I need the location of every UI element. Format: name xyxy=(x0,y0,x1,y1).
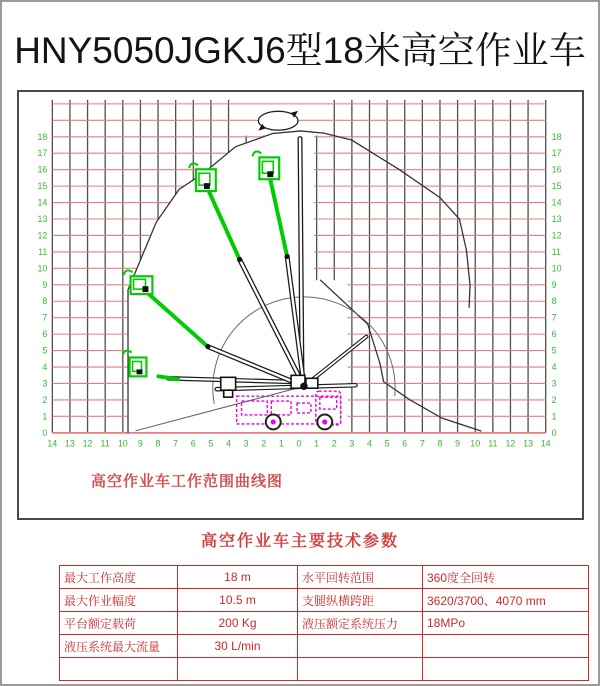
diagram-caption: 高空作业车工作范围曲线图 xyxy=(91,473,284,490)
tick-label: 1 xyxy=(551,411,557,422)
spec-table-row xyxy=(60,612,589,635)
tick-label: 5 xyxy=(551,345,557,356)
tick-label: 0 xyxy=(42,427,48,438)
tick-label: 8 xyxy=(437,438,443,449)
tick-label: 1 xyxy=(278,438,284,449)
tick-label: 11 xyxy=(488,438,498,449)
tick-label: 3 xyxy=(551,378,557,389)
spec-label-cell: 支腿纵横跨距 xyxy=(298,589,423,612)
tick-label: 16 xyxy=(37,164,48,175)
tick-label: 7 xyxy=(551,312,557,323)
spec-label-cell xyxy=(60,658,178,681)
tick-label: 5 xyxy=(42,345,48,356)
title-bar xyxy=(2,16,598,78)
tick-label: 0 xyxy=(296,438,302,449)
tick-label: 15 xyxy=(551,181,562,192)
spec-label-cell: 液压额定系统压力 xyxy=(298,612,423,635)
tick-label: 13 xyxy=(64,438,75,449)
tick-label: 11 xyxy=(551,246,561,257)
y-axis-labels-left xyxy=(37,132,47,438)
tick-label: 13 xyxy=(37,213,48,224)
tick-label: 8 xyxy=(155,438,161,449)
tick-label: 10 xyxy=(470,438,481,449)
tick-label: 16 xyxy=(551,164,562,175)
spec-label-cell: 液压系统最大流量 xyxy=(60,635,178,658)
tick-label: 9 xyxy=(137,438,143,449)
spec-value-cell xyxy=(423,658,589,681)
tick-label: 11 xyxy=(100,438,110,449)
y-axis-labels-right xyxy=(552,132,562,438)
spec-label-cell: 最大作业幅度 xyxy=(60,589,178,612)
spec-value-cell: 3620/3700、4070 mm xyxy=(423,589,589,612)
tick-label: 14 xyxy=(47,438,58,449)
spec-value-cell: 18MPo xyxy=(423,612,589,635)
tick-label: 1 xyxy=(314,438,320,449)
tick-label: 12 xyxy=(551,230,562,241)
tick-label: 1 xyxy=(42,411,48,422)
tick-label: 2 xyxy=(261,438,267,449)
tick-label: 8 xyxy=(42,296,48,307)
tick-label: 9 xyxy=(551,279,557,290)
tick-label: 12 xyxy=(505,438,516,449)
tick-label: 17 xyxy=(551,148,562,159)
x-axis-labels xyxy=(47,439,550,449)
tick-label: 3 xyxy=(42,378,48,389)
tick-label: 7 xyxy=(419,438,425,449)
tick-label: 5 xyxy=(384,438,390,449)
spec-table-title: 高空作业车主要技术参数 xyxy=(200,533,399,550)
tick-label: 8 xyxy=(551,296,557,307)
spec-table-row xyxy=(60,589,589,612)
tick-label: 5 xyxy=(208,438,214,449)
tick-label: 6 xyxy=(190,438,196,449)
tick-label: 7 xyxy=(173,438,179,449)
tick-label: 2 xyxy=(42,394,48,405)
spec-table-row xyxy=(60,566,589,589)
spec-value-cell xyxy=(178,658,298,681)
working-range-diagram-panel xyxy=(17,90,584,520)
tick-label: 14 xyxy=(37,197,48,208)
range-diagram-svg xyxy=(19,92,582,518)
spec-table-row xyxy=(60,658,589,681)
tick-label: 4 xyxy=(551,361,557,372)
tick-label: 6 xyxy=(402,438,408,449)
tick-label: 10 xyxy=(37,263,48,274)
tick-label: 12 xyxy=(82,438,93,449)
tick-label: 10 xyxy=(551,263,562,274)
tick-label: 2 xyxy=(331,438,337,449)
tick-label: 6 xyxy=(551,329,557,340)
tick-label: 3 xyxy=(243,438,249,449)
tick-label: 18 xyxy=(37,131,48,142)
tick-label: 15 xyxy=(37,181,48,192)
spec-label-cell: 平台额定载荷 xyxy=(60,612,178,635)
tick-label: 6 xyxy=(42,329,48,340)
tick-label: 18 xyxy=(551,131,562,142)
tick-label: 4 xyxy=(367,438,372,449)
tick-label: 3 xyxy=(349,438,355,449)
spec-value-cell xyxy=(423,635,589,658)
tick-label: 4 xyxy=(226,438,232,449)
tick-label: 11 xyxy=(38,246,48,257)
tick-label: 4 xyxy=(42,361,48,372)
page-title: HNY5050JGKJ6型18米高空作业车 xyxy=(14,30,586,71)
tick-label: 9 xyxy=(42,279,48,290)
tick-label: 12 xyxy=(37,230,48,241)
tick-label: 17 xyxy=(37,148,48,159)
stowed-basket xyxy=(221,377,236,397)
spec-label-cell: 水平回转范围 xyxy=(298,566,423,589)
tick-label: 14 xyxy=(551,197,562,208)
spec-label-cell: 最大工作高度 xyxy=(60,566,178,589)
tick-label: 13 xyxy=(523,438,534,449)
spec-value-cell: 200 Kg xyxy=(178,612,298,635)
spec-value-cell: 360度全回转 xyxy=(423,566,589,589)
tick-label: 7 xyxy=(42,312,48,323)
tick-label: 13 xyxy=(551,213,562,224)
tick-label: 0 xyxy=(551,427,557,438)
rotation-ellipse-icon xyxy=(258,111,298,131)
tick-label: 14 xyxy=(540,438,551,449)
spec-label-cell xyxy=(298,658,423,681)
spec-value-cell: 18 m xyxy=(178,566,298,589)
spec-table xyxy=(59,565,589,681)
spec-value-cell: 10.5 m xyxy=(178,589,298,612)
spec-table-row xyxy=(60,635,589,658)
tick-label: 2 xyxy=(551,394,557,405)
tick-label: 10 xyxy=(117,438,128,449)
spec-value-cell: 30 L/min xyxy=(178,635,298,658)
spec-label-cell xyxy=(298,635,423,658)
tick-label: 9 xyxy=(455,438,461,449)
